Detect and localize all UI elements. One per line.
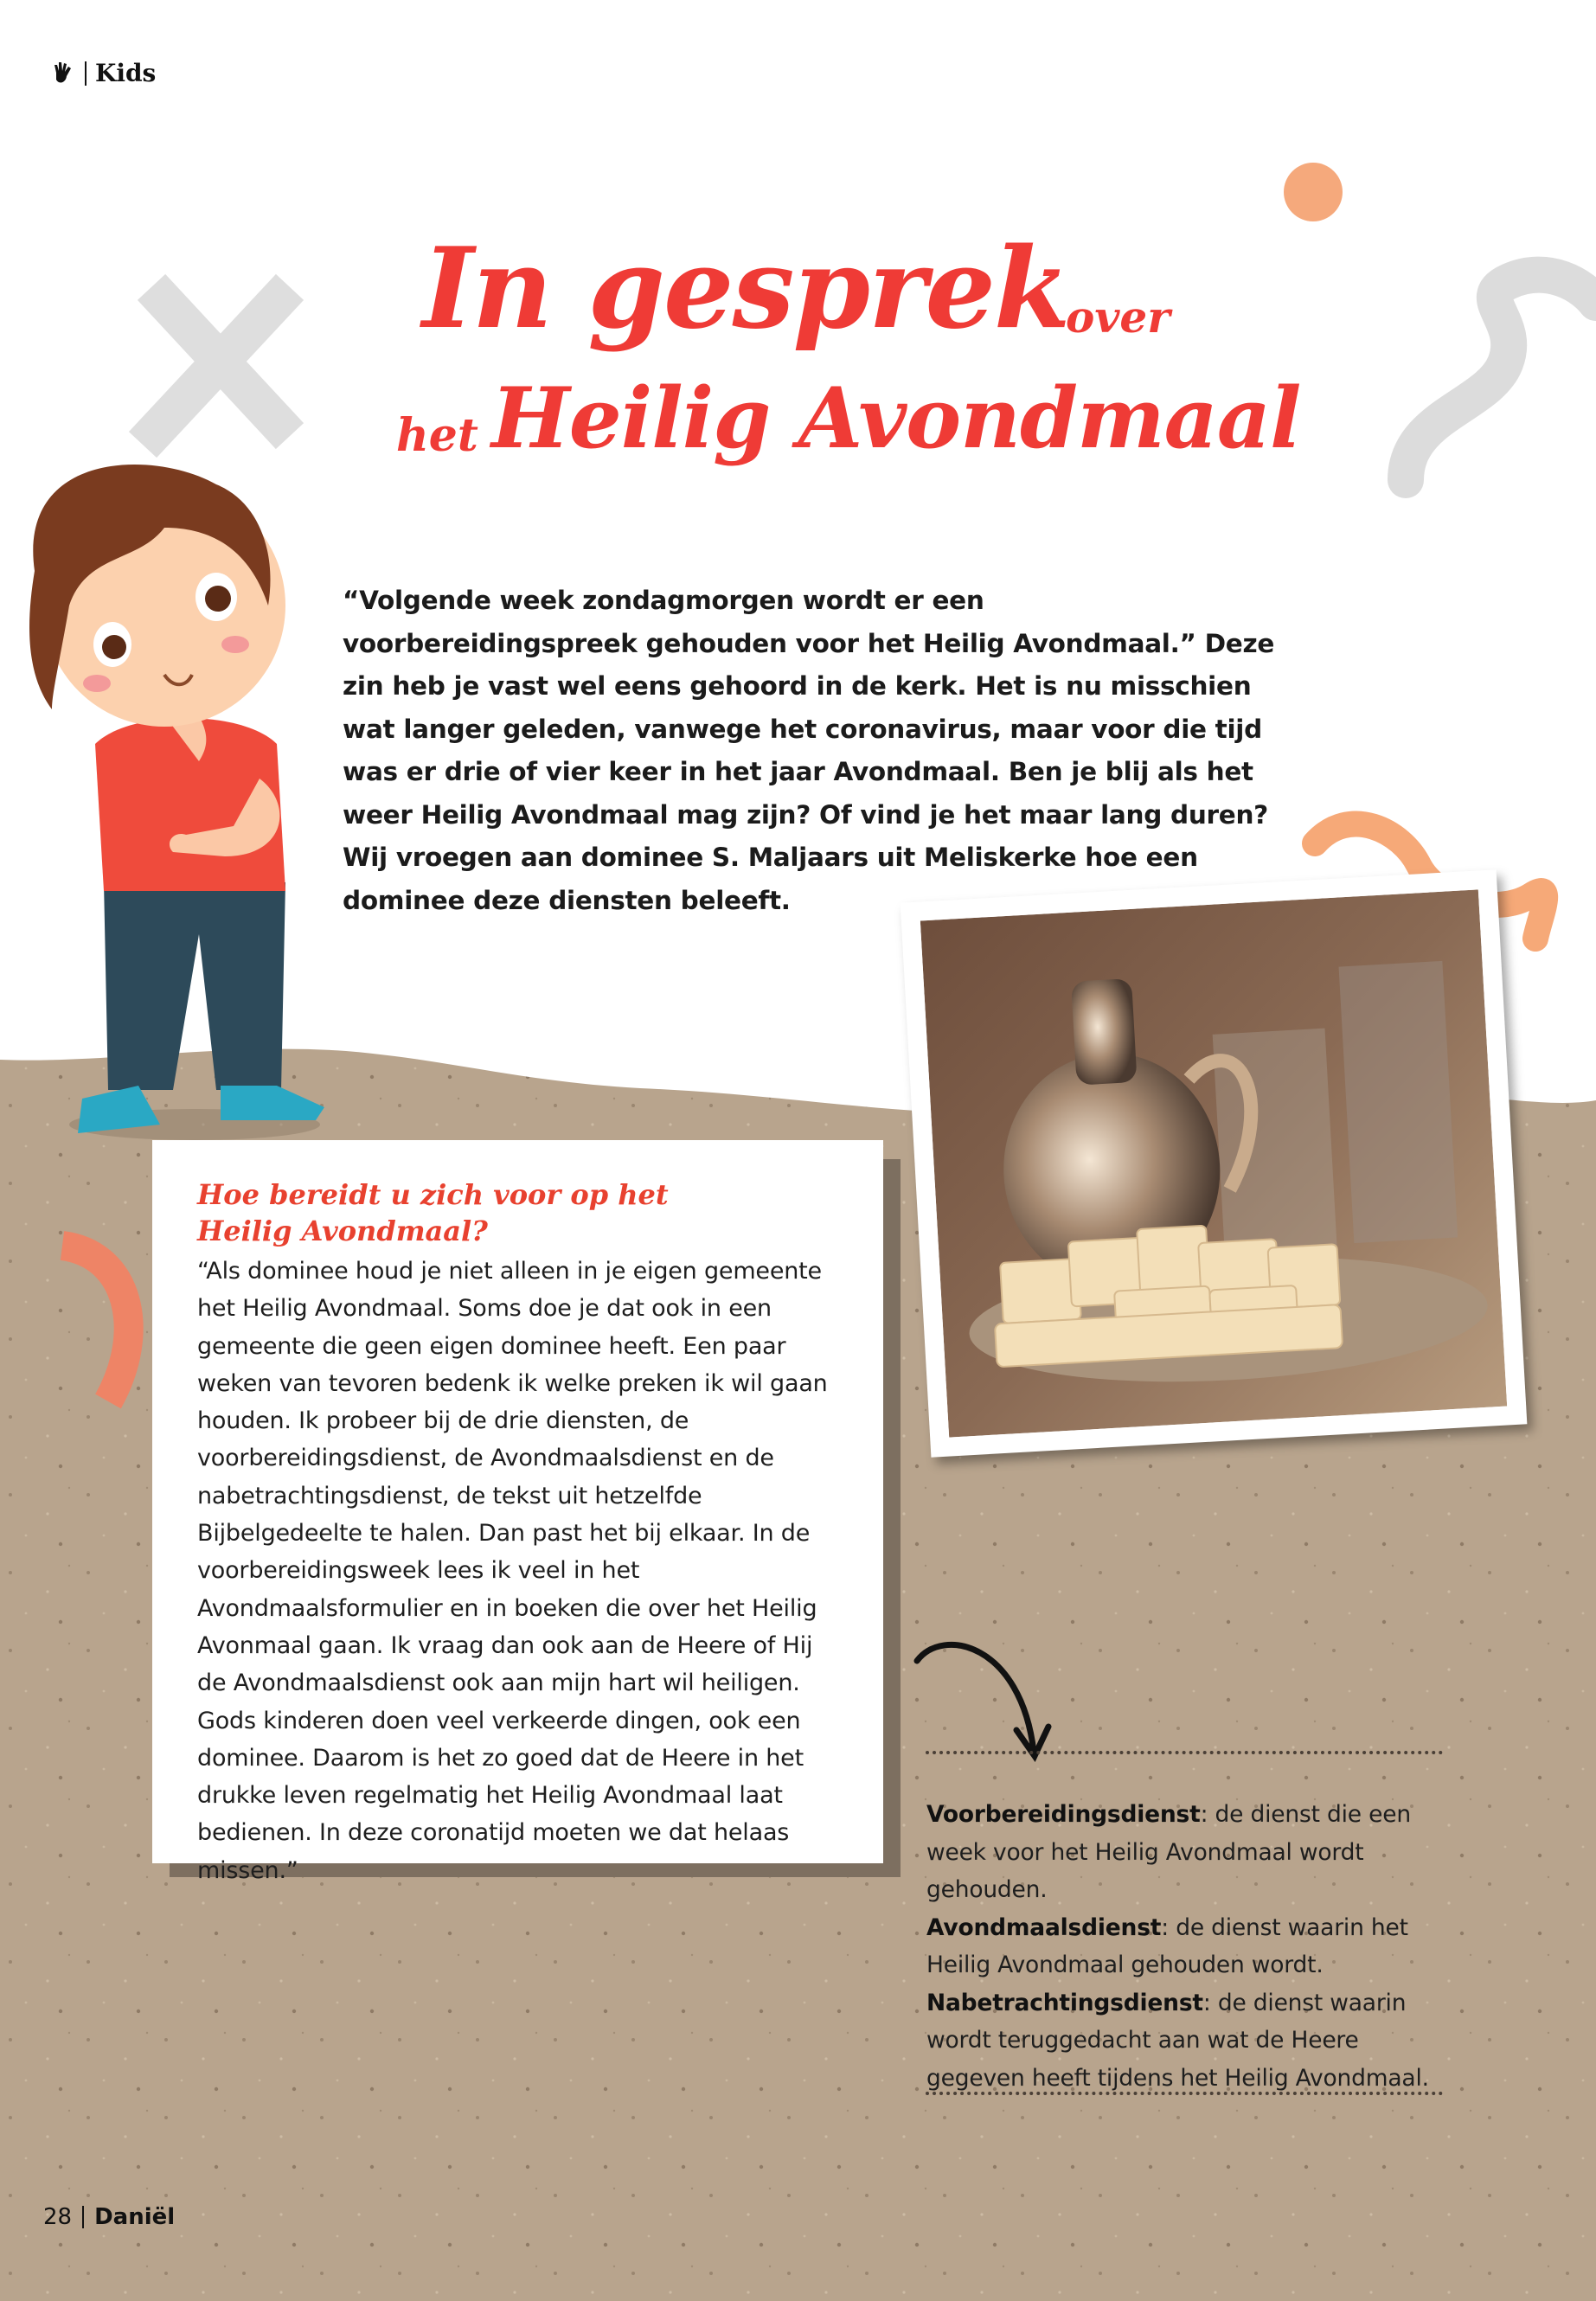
page-title-subject: Heilig Avondmaal — [491, 369, 1301, 467]
glossary-term: Voorbereidingsdienst — [926, 1801, 1201, 1828]
magazine-name: Daniël — [94, 2204, 176, 2230]
page-title-main: In gesprek — [422, 224, 1069, 354]
glossary-definition: : de dienst die een week voor het Heilig Avondmaal wordt gehouden. — [926, 1801, 1411, 1903]
page-footer — [43, 2204, 175, 2230]
qa-answer: “Als dominee houd je niet alleen in je eigen gemeente het Heilig Avondmaal. Soms doe je dat ook in een gemeente die geen eigen dominee heeft. Een paar weken van tevoren bedenk ik welke preken ik wil gaan houden. Ik probeer bij de drie diensten, de voorbereidingsdienst, de Avondmaalsdienst en de nabetrachtingsdienst, de tekst uit hetzelfde Bijbelgedeelte te halen. Dan past het bij elkaar. In de voorbereidingsweek lees ik veel in het Avondmaalsformulier en in boeken die over het Heilig Avonmaal gaan. Ik vraag dan ook aan de Heere of Hij de Avondmaalsdienst ook aan mijn hart wil heiligen. Gods kinderen doen veel verkeerde dingen, ook een dominee. Daarom is het zo goed dat de Heere in het drukke leven regelmatig het Heilig Avondmaal laat bedienen. In deze coronatijd moeten we dat helaas missen.” — [197, 1258, 828, 1884]
section-tag — [52, 59, 156, 87]
page-title-over: over — [1066, 292, 1170, 343]
qa-question: Hoe bereidt u zich voor op het Heilig Avondmaal? — [197, 1178, 669, 1247]
glossary-entry — [926, 1796, 1463, 1909]
glossary-divider-top — [926, 1751, 1443, 1754]
photo-frame — [901, 869, 1528, 1458]
squiggle-decoration — [1406, 275, 1596, 480]
boy-illustration — [29, 465, 324, 1140]
glossary-entry — [926, 1984, 1463, 2098]
intro-paragraph: “Volgende week zondagmorgen wordt er een voorbereidingspreek gehouden voor het Heilig Avondmaal.” Deze zin heb je vast wel eens gehoord in de kerk. Het is nu misschien wat langer geleden, vanwege het coronavirus, maar voor die tijd was er drie of vier keer in het jaar Avondmaal. Ben je blij als het weer Heilig Avondmaal mag zijn? Of vind je het maar lang duren? Wij vroegen aan dominee S. Maljaars uit Meliskerke hoe een dominee deze diensten beleeft. — [343, 586, 1275, 915]
glossary-term: Nabetrachtingsdienst — [926, 1989, 1203, 2016]
glossary-divider-bottom — [926, 2092, 1443, 2095]
glossary-entry — [926, 1909, 1463, 1984]
glossary — [926, 1796, 1463, 2097]
glossary-definition: : de dienst waarin het Heilig Avondmaal gehouden wordt. — [926, 1913, 1408, 1978]
page-number: 28 — [43, 2204, 73, 2230]
glossary-term: Avondmaalsdienst — [926, 1913, 1162, 1941]
glossary-definition: : de dienst waarin wordt teruggedacht aan wat de Heere gegeven heeft tijdens het Heilig Avondmaal. — [926, 1989, 1429, 2092]
orange-dot-decoration — [1284, 163, 1343, 221]
communion-photo-image — [920, 889, 1507, 1437]
section-label: Kids — [95, 59, 157, 87]
hand-icon — [52, 61, 76, 87]
qa-box — [152, 1140, 883, 1884]
x-shape-decoration — [156, 301, 277, 431]
footer-divider — [82, 2206, 84, 2228]
page-title-het: het — [396, 409, 478, 462]
communion-photo — [901, 869, 1528, 1458]
